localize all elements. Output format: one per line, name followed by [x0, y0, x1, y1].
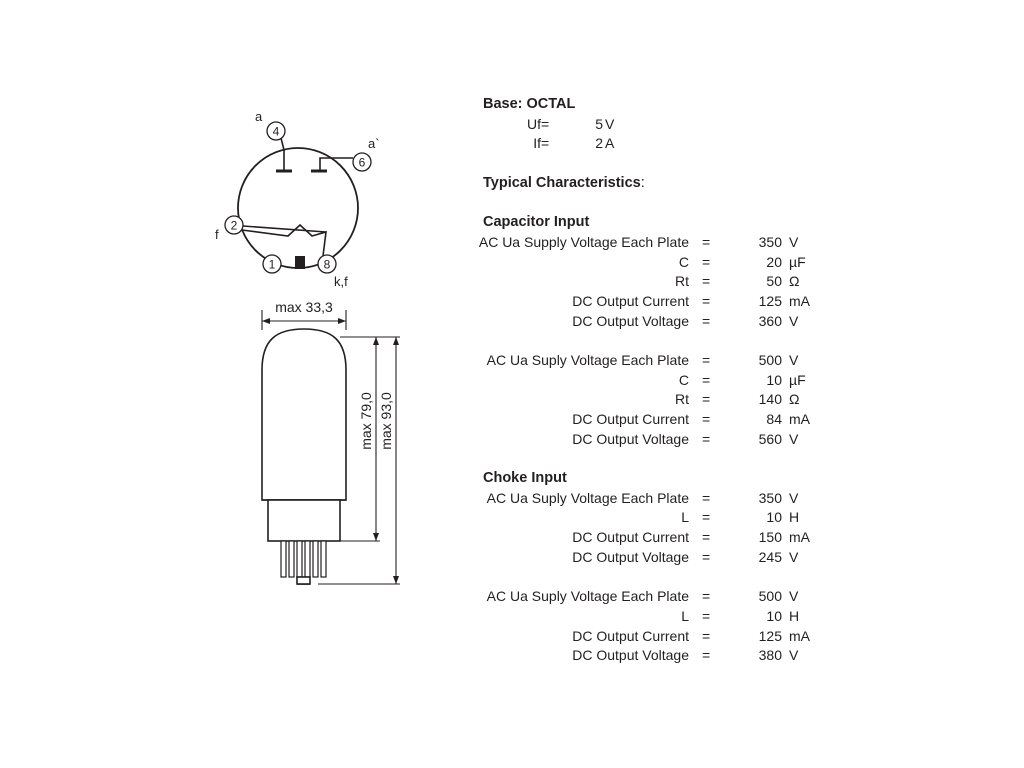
spec-label: C	[678, 253, 689, 270]
spec-row	[483, 528, 903, 548]
typical-heading	[483, 174, 903, 194]
spec-label: C	[678, 371, 689, 388]
spec-unit: Ω	[789, 273, 800, 290]
body-height-dimension: max 79,0	[358, 392, 374, 450]
spec-equals: =	[702, 253, 711, 270]
spec-value: 350	[758, 489, 782, 506]
spec-value: 560	[758, 430, 782, 447]
spec-equals: =	[702, 588, 711, 605]
spec-row	[483, 115, 903, 135]
spec-equals: =	[702, 430, 711, 447]
spec-value: 10	[766, 607, 782, 624]
glass-envelope	[262, 329, 346, 500]
spec-row	[483, 587, 903, 607]
spec-unit: V	[605, 115, 615, 132]
spec-unit: H	[789, 509, 800, 526]
pinout-diagram	[225, 122, 371, 273]
spec-value: 125	[758, 627, 782, 644]
spec-equals: =	[702, 292, 711, 309]
spec-equals: =	[702, 233, 711, 250]
spec-equals: =	[702, 312, 711, 329]
spec-row	[483, 272, 903, 292]
spec-value: 84	[766, 411, 782, 427]
spec-unit: A	[605, 135, 615, 152]
spec-label: DC Output Current	[572, 411, 689, 427]
spec-label: DC Output Current	[572, 292, 689, 309]
base-pins	[281, 541, 326, 577]
spec-equals: =	[702, 529, 711, 546]
base-key	[295, 256, 305, 269]
spec-equals: =	[702, 607, 711, 624]
spec-unit: V	[789, 489, 799, 506]
total-height-dimension: max 93,0	[378, 392, 394, 450]
spec-label: DC Output Voltage	[572, 647, 689, 664]
spec-unit: µF	[789, 253, 806, 270]
spec-unit: mA	[789, 292, 810, 309]
spec-value: 360	[758, 312, 782, 329]
spec-row	[483, 489, 903, 509]
spec-row	[483, 508, 903, 528]
spec-equals: =	[702, 371, 711, 388]
pin-8-label: 8	[323, 257, 331, 272]
spec-label: DC Output Current	[572, 627, 689, 644]
spec-row	[478, 233, 903, 253]
spec-row	[483, 430, 903, 450]
width-dimension: max 33,3	[275, 299, 333, 315]
spec-sheet	[478, 95, 903, 666]
spec-label: DC Output Voltage	[572, 312, 689, 329]
spec-unit: V	[789, 351, 799, 368]
spec-value: 500	[758, 351, 782, 368]
spec-value: 245	[758, 548, 782, 565]
spec-row	[483, 351, 903, 371]
spec-row	[483, 390, 903, 410]
spec-value: 10	[766, 371, 782, 388]
spec-equals: =	[702, 647, 711, 664]
spec-label: L	[681, 509, 689, 526]
spec-row	[483, 312, 903, 332]
spec-equals: =	[702, 273, 711, 290]
pin-2-marker	[225, 216, 243, 234]
spec-equals: =	[702, 411, 711, 427]
capacitor-title: Capacitor Input	[483, 214, 590, 231]
spec-unit: V	[789, 647, 799, 664]
spec-row	[483, 371, 903, 391]
spec-label: DC Output Voltage	[572, 548, 689, 565]
spec-value: 140	[758, 391, 782, 408]
spec-label: AC Ua Suply Voltage Each Plate	[486, 351, 689, 368]
spec-value: 380	[758, 647, 782, 664]
pin-4-marker	[267, 122, 285, 140]
capacitor-group-2	[483, 351, 903, 449]
spec-value: 50	[766, 273, 782, 290]
spec-unit: V	[789, 312, 799, 329]
spec-row	[483, 410, 903, 430]
spec-label: Uf	[527, 115, 541, 132]
spec-unit: mA	[789, 529, 810, 546]
base-title: Base: OCTAL	[483, 96, 576, 112]
spec-value: 350	[758, 233, 782, 250]
base-circle	[238, 148, 358, 268]
spec-unit: V	[789, 233, 799, 250]
spec-label: DC Output Voltage	[572, 430, 689, 447]
typical-heading-text: Typical Characteristics	[483, 174, 641, 191]
spec-label: Rt	[675, 273, 689, 290]
pin-4-label: 4	[272, 124, 280, 139]
spec-equals: =	[702, 489, 711, 506]
anode2-label: a`	[368, 136, 380, 151]
spec-label: AC Ua Suply Voltage Each Plate	[486, 489, 689, 506]
spec-label: AC Ua Suply Voltage Each Plate	[486, 588, 689, 605]
spec-value: 10	[766, 509, 782, 526]
spec-label: DC Output Current	[572, 529, 689, 546]
pin-1-label: 1	[268, 257, 276, 272]
spec-value: 5	[595, 115, 603, 132]
spec-unit: V	[789, 430, 799, 447]
spec-unit: H	[789, 607, 800, 624]
spec-unit: V	[789, 548, 799, 565]
pin-2-label: 2	[230, 218, 238, 233]
anode-2-lead	[320, 158, 353, 170]
spec-equals: =	[702, 351, 711, 368]
spec-unit: µF	[789, 371, 806, 388]
spec-label: L	[681, 607, 689, 624]
spec-row	[483, 627, 903, 647]
spec-unit: mA	[789, 411, 810, 427]
filament-label: f	[215, 227, 219, 242]
spec-equals: =	[541, 115, 550, 132]
spec-row	[483, 292, 903, 312]
pin-8-marker	[318, 255, 336, 273]
cathode-filament-label: k,f	[334, 274, 348, 289]
spec-label: If	[533, 135, 541, 152]
spec-equals: =	[702, 548, 711, 565]
spec-value: 2	[595, 135, 603, 152]
anode-label: a	[255, 109, 263, 124]
spec-label: Rt	[675, 391, 689, 408]
choke-group-1	[483, 489, 903, 568]
tube-outline	[262, 329, 346, 584]
spec-equals: =	[702, 627, 711, 644]
spec-row	[483, 548, 903, 568]
pin-6-label: 6	[358, 155, 366, 170]
spec-unit: mA	[789, 627, 810, 644]
spec-unit: V	[789, 588, 799, 605]
spec-row	[483, 134, 903, 154]
spec-value: 150	[758, 529, 782, 546]
spec-row	[483, 253, 903, 273]
spec-value: 125	[758, 292, 782, 309]
spec-row	[483, 607, 903, 627]
pin-6-marker	[353, 153, 371, 171]
typical-heading-colon: :	[640, 174, 645, 191]
anode-1-lead	[281, 138, 284, 170]
choke-title: Choke Input	[483, 470, 567, 487]
spec-value: 500	[758, 588, 782, 605]
spec-equals: =	[702, 391, 711, 408]
choke-group-2	[483, 587, 903, 666]
spec-equals: =	[702, 509, 711, 526]
base-shell	[268, 500, 340, 541]
spec-row	[483, 646, 903, 666]
spec-label: AC Ua Supply Voltage Each Plate	[478, 233, 689, 250]
pin-foot	[297, 577, 310, 584]
spec-equals: =	[541, 135, 550, 152]
spec-unit: Ω	[789, 391, 800, 408]
pin-1-marker	[263, 255, 281, 273]
spec-value: 20	[766, 253, 782, 270]
capacitor-group-1	[478, 233, 903, 331]
